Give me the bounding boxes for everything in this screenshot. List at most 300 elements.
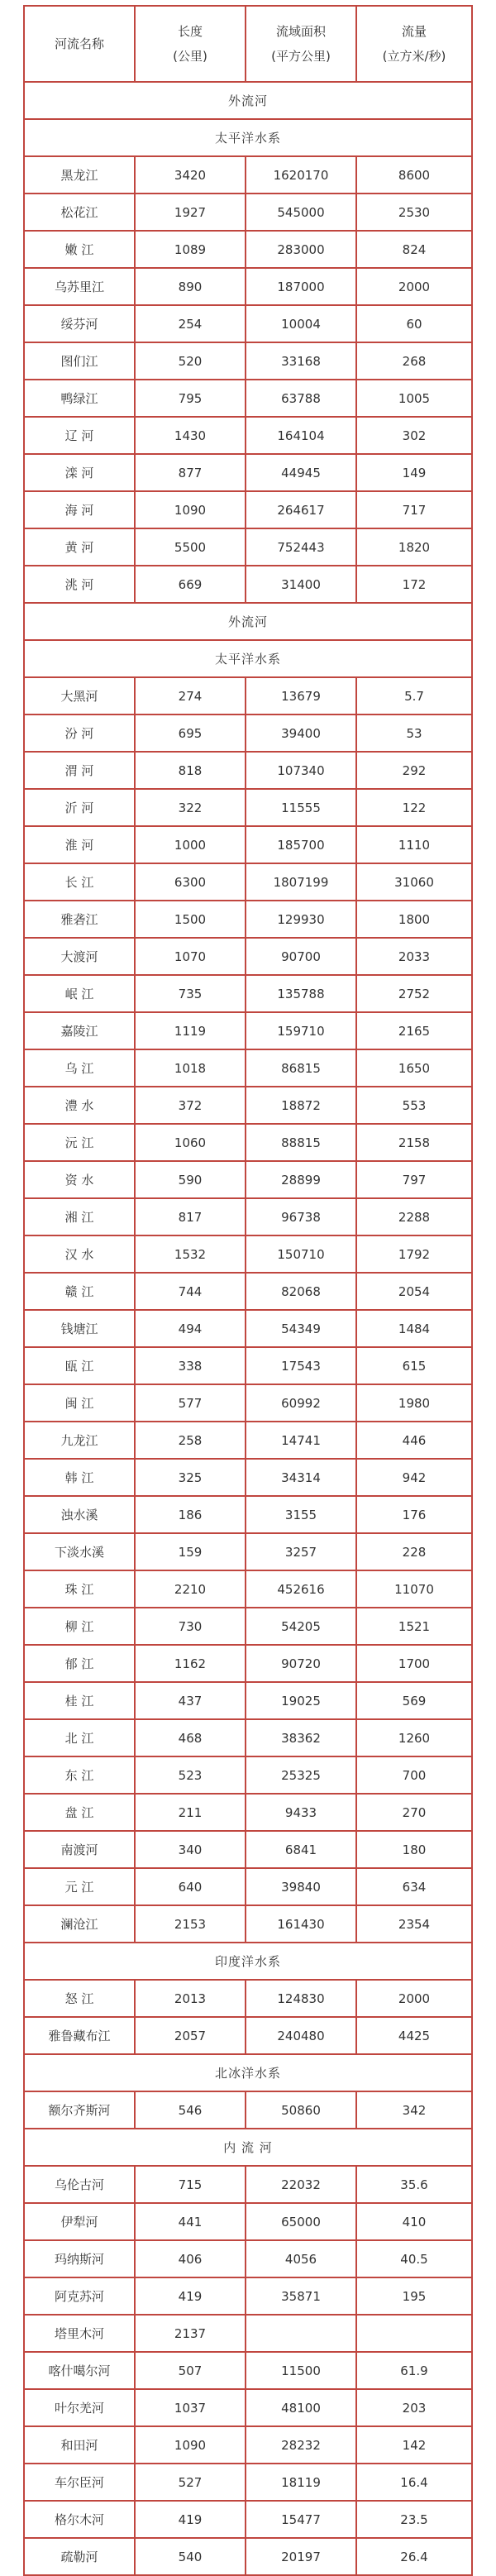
basin-area-cell: 15477 xyxy=(246,2501,356,2538)
flow-cell: 142 xyxy=(356,2426,472,2464)
river-name-cell: 闽 江 xyxy=(24,1384,135,1422)
basin-area-cell: 28232 xyxy=(246,2426,356,2464)
section-title-row xyxy=(24,603,472,640)
length-cell: 1090 xyxy=(135,491,246,528)
river-name-cell: 怒 江 xyxy=(24,1980,135,2017)
table-row xyxy=(24,2166,472,2203)
flow-cell: 569 xyxy=(356,1682,472,1719)
flow-cell: 717 xyxy=(356,491,472,528)
basin-area-cell: 90700 xyxy=(246,938,356,975)
basin-area-cell: 124830 xyxy=(246,1980,356,2017)
table-row xyxy=(24,380,472,417)
length-cell: 1060 xyxy=(135,1124,246,1161)
river-name-cell: 资 水 xyxy=(24,1161,135,1198)
flow-cell: 53 xyxy=(356,714,472,752)
flow-cell: 1260 xyxy=(356,1719,472,1756)
flow-cell: 8600 xyxy=(356,156,472,194)
table-row xyxy=(24,714,472,752)
length-cell: 2013 xyxy=(135,1980,246,2017)
table-row xyxy=(24,901,472,938)
basin-area-cell: 34314 xyxy=(246,1459,356,1496)
river-name-cell: 赣 江 xyxy=(24,1273,135,1310)
section-title-row xyxy=(24,2054,472,2091)
river-name-cell: 汉 水 xyxy=(24,1235,135,1273)
table-row xyxy=(24,417,472,454)
flow-cell: 26.4 xyxy=(356,2538,472,2575)
flow-cell: 16.4 xyxy=(356,2464,472,2501)
table-row xyxy=(24,1235,472,1273)
basin-area-cell: 752443 xyxy=(246,528,356,566)
basin-area-cell: 161430 xyxy=(246,1905,356,1943)
basin-area-cell: 86815 xyxy=(246,1049,356,1087)
section-title: 内 流 河 xyxy=(24,2129,472,2166)
basin-area-cell: 39400 xyxy=(246,714,356,752)
length-cell: 338 xyxy=(135,1347,246,1384)
table-row xyxy=(24,1645,472,1682)
table-row xyxy=(24,1831,472,1868)
flow-cell: 824 xyxy=(356,231,472,268)
flow-cell: 40.5 xyxy=(356,2240,472,2277)
length-cell: 590 xyxy=(135,1161,246,1198)
basin-area-cell: 28899 xyxy=(246,1161,356,1198)
length-cell: 1927 xyxy=(135,194,246,231)
table-row xyxy=(24,1496,472,1533)
length-cell: 3420 xyxy=(135,156,246,194)
flow-cell: 268 xyxy=(356,342,472,380)
table-row xyxy=(24,231,472,268)
table-row xyxy=(24,1124,472,1161)
basin-area-cell: 185700 xyxy=(246,826,356,863)
flow-cell: 342 xyxy=(356,2091,472,2129)
basin-area-cell: 19025 xyxy=(246,1682,356,1719)
length-cell: 1070 xyxy=(135,938,246,975)
river-name-cell: 乌苏里江 xyxy=(24,268,135,305)
flow-cell: 1005 xyxy=(356,380,472,417)
length-cell: 695 xyxy=(135,714,246,752)
basin-area-cell: 13679 xyxy=(246,677,356,714)
flow-cell: 35.6 xyxy=(356,2166,472,2203)
river-name-cell: 滦 河 xyxy=(24,454,135,491)
length-cell: 507 xyxy=(135,2352,246,2389)
length-cell: 890 xyxy=(135,268,246,305)
length-cell: 419 xyxy=(135,2501,246,2538)
length-cell: 258 xyxy=(135,1422,246,1459)
flow-cell: 2054 xyxy=(356,1273,472,1310)
river-name-cell: 喀什噶尔河 xyxy=(24,2352,135,2389)
river-name-cell: 韩 江 xyxy=(24,1459,135,1496)
flow-cell: 1700 xyxy=(356,1645,472,1682)
basin-area-cell: 31400 xyxy=(246,566,356,603)
basin-area-cell: 6841 xyxy=(246,1831,356,1868)
flow-cell: 23.5 xyxy=(356,2501,472,2538)
flow-cell: 2000 xyxy=(356,1980,472,2017)
length-cell: 159 xyxy=(135,1533,246,1570)
length-cell: 419 xyxy=(135,2277,246,2315)
table-row xyxy=(24,1347,472,1384)
length-cell: 2210 xyxy=(135,1570,246,1608)
length-cell: 1430 xyxy=(135,417,246,454)
length-cell: 211 xyxy=(135,1794,246,1831)
basin-area-cell: 545000 xyxy=(246,194,356,231)
flow-cell: 2288 xyxy=(356,1198,472,1235)
flow-cell: 2000 xyxy=(356,268,472,305)
length-cell: 1119 xyxy=(135,1012,246,1049)
table-row xyxy=(24,789,472,826)
river-name-cell: 大渡河 xyxy=(24,938,135,975)
table-row xyxy=(24,454,472,491)
river-name-cell: 辽 河 xyxy=(24,417,135,454)
table-row xyxy=(24,1422,472,1459)
length-cell: 730 xyxy=(135,1608,246,1645)
river-name-cell: 海 河 xyxy=(24,491,135,528)
length-cell: 577 xyxy=(135,1384,246,1422)
section-title-row xyxy=(24,1943,472,1980)
basin-area-cell: 38362 xyxy=(246,1719,356,1756)
river-name-cell: 澜沧江 xyxy=(24,1905,135,1943)
header-length: 长度 (公里) xyxy=(135,6,246,82)
basin-area-cell: 63788 xyxy=(246,380,356,417)
flow-cell: 2354 xyxy=(356,1905,472,1943)
flow-cell: 1650 xyxy=(356,1049,472,1087)
basin-area-cell: 11500 xyxy=(246,2352,356,2389)
flow-cell: 302 xyxy=(356,417,472,454)
length-cell: 1000 xyxy=(135,826,246,863)
table-row xyxy=(24,491,472,528)
flow-cell: 270 xyxy=(356,1794,472,1831)
river-name-cell: 淮 河 xyxy=(24,826,135,863)
flow-cell: 5.7 xyxy=(356,677,472,714)
flow-cell: 180 xyxy=(356,1831,472,1868)
flow-cell: 203 xyxy=(356,2389,472,2426)
flow-cell: 700 xyxy=(356,1756,472,1794)
flow-cell: 553 xyxy=(356,1087,472,1124)
table-row xyxy=(24,156,472,194)
river-name-cell: 渭 河 xyxy=(24,752,135,789)
basin-area-cell: 39840 xyxy=(246,1868,356,1905)
table-row xyxy=(24,1049,472,1087)
basin-area-cell: 150710 xyxy=(246,1235,356,1273)
flow-cell: 228 xyxy=(356,1533,472,1570)
length-cell: 2137 xyxy=(135,2315,246,2352)
flow-cell: 122 xyxy=(356,789,472,826)
basin-area-cell: 33168 xyxy=(246,342,356,380)
river-data-table xyxy=(23,5,473,2576)
table-row xyxy=(24,268,472,305)
basin-area-cell: 90720 xyxy=(246,1645,356,1682)
river-name-cell: 钱塘江 xyxy=(24,1310,135,1347)
length-cell: 322 xyxy=(135,789,246,826)
length-cell: 1037 xyxy=(135,2389,246,2426)
table-row xyxy=(24,2315,472,2352)
table-row xyxy=(24,194,472,231)
river-name-cell: 沂 河 xyxy=(24,789,135,826)
basin-area-cell: 54349 xyxy=(246,1310,356,1347)
length-cell: 372 xyxy=(135,1087,246,1124)
table-row xyxy=(24,1384,472,1422)
table-row xyxy=(24,342,472,380)
length-cell: 340 xyxy=(135,1831,246,1868)
section-title-row xyxy=(24,2129,472,2166)
length-cell: 1089 xyxy=(135,231,246,268)
basin-area-cell: 10004 xyxy=(246,305,356,342)
flow-cell: 2530 xyxy=(356,194,472,231)
length-cell: 437 xyxy=(135,1682,246,1719)
table-row xyxy=(24,2240,472,2277)
river-name-cell: 乌伦古河 xyxy=(24,2166,135,2203)
river-name-cell: 洮 河 xyxy=(24,566,135,603)
section-title: 外流河 xyxy=(24,603,472,640)
table-row xyxy=(24,2501,472,2538)
river-name-cell: 嫩 江 xyxy=(24,231,135,268)
length-cell: 254 xyxy=(135,305,246,342)
table-row xyxy=(24,1756,472,1794)
river-name-cell: 塔里木河 xyxy=(24,2315,135,2352)
river-name-cell: 珠 江 xyxy=(24,1570,135,1608)
river-name-cell: 澧 水 xyxy=(24,1087,135,1124)
table-row xyxy=(24,1012,472,1049)
table-row xyxy=(24,1273,472,1310)
river-name-cell: 乌 江 xyxy=(24,1049,135,1087)
section-title: 印度洋水系 xyxy=(24,1943,472,1980)
table-row xyxy=(24,1533,472,1570)
basin-area-cell: 283000 xyxy=(246,231,356,268)
length-cell: 669 xyxy=(135,566,246,603)
flow-cell: 634 xyxy=(356,1868,472,1905)
table-row xyxy=(24,2352,472,2389)
basin-area-cell xyxy=(246,2315,356,2352)
length-cell: 795 xyxy=(135,380,246,417)
flow-cell: 1484 xyxy=(356,1310,472,1347)
flow-cell: 1800 xyxy=(356,901,472,938)
length-cell: 325 xyxy=(135,1459,246,1496)
river-name-cell: 瓯 江 xyxy=(24,1347,135,1384)
table-row xyxy=(24,1161,472,1198)
basin-area-cell: 187000 xyxy=(246,268,356,305)
length-cell: 735 xyxy=(135,975,246,1012)
length-cell: 468 xyxy=(135,1719,246,1756)
river-name-cell: 和田河 xyxy=(24,2426,135,2464)
basin-area-cell: 135788 xyxy=(246,975,356,1012)
length-cell: 406 xyxy=(135,2240,246,2277)
basin-area-cell: 96738 xyxy=(246,1198,356,1235)
river-name-cell: 长 江 xyxy=(24,863,135,901)
river-name-cell: 元 江 xyxy=(24,1868,135,1905)
length-cell: 2057 xyxy=(135,2017,246,2054)
river-name-cell: 阿克苏河 xyxy=(24,2277,135,2315)
basin-area-cell: 452616 xyxy=(246,1570,356,1608)
length-cell: 744 xyxy=(135,1273,246,1310)
river-name-cell: 雅鲁藏布江 xyxy=(24,2017,135,2054)
section-title: 太平洋水系 xyxy=(24,119,472,156)
river-name-cell: 格尔木河 xyxy=(24,2501,135,2538)
river-name-cell: 黄 河 xyxy=(24,528,135,566)
basin-area-cell: 82068 xyxy=(246,1273,356,1310)
basin-area-cell: 25325 xyxy=(246,1756,356,1794)
river-name-cell: 南渡河 xyxy=(24,1831,135,1868)
section-title: 北冰洋水系 xyxy=(24,2054,472,2091)
flow-cell: 60 xyxy=(356,305,472,342)
table-row xyxy=(24,863,472,901)
table-row xyxy=(24,938,472,975)
basin-area-cell: 20197 xyxy=(246,2538,356,2575)
basin-area-cell: 14741 xyxy=(246,1422,356,1459)
river-name-cell: 松花江 xyxy=(24,194,135,231)
table-row xyxy=(24,2091,472,2129)
flow-cell: 195 xyxy=(356,2277,472,2315)
flow-cell: 172 xyxy=(356,566,472,603)
table-row xyxy=(24,752,472,789)
length-cell: 5500 xyxy=(135,528,246,566)
basin-area-cell: 240480 xyxy=(246,2017,356,2054)
table-row xyxy=(24,2464,472,2501)
basin-area-cell: 50860 xyxy=(246,2091,356,2129)
flow-cell: 4425 xyxy=(356,2017,472,2054)
flow-cell: 1792 xyxy=(356,1235,472,1273)
basin-area-cell: 159710 xyxy=(246,1012,356,1049)
river-name-cell: 北 江 xyxy=(24,1719,135,1756)
basin-area-cell: 1807199 xyxy=(246,863,356,901)
table-row xyxy=(24,2277,472,2315)
table-row xyxy=(24,826,472,863)
table-row xyxy=(24,1980,472,2017)
length-cell: 1090 xyxy=(135,2426,246,2464)
basin-area-cell: 11555 xyxy=(246,789,356,826)
flow-cell: 149 xyxy=(356,454,472,491)
header-row xyxy=(24,6,472,82)
basin-area-cell: 44945 xyxy=(246,454,356,491)
table-row xyxy=(24,1087,472,1124)
basin-area-cell: 3257 xyxy=(246,1533,356,1570)
table-row xyxy=(24,1682,472,1719)
flow-cell: 615 xyxy=(356,1347,472,1384)
table-row xyxy=(24,2203,472,2240)
flow-cell: 1521 xyxy=(356,1608,472,1645)
length-cell: 540 xyxy=(135,2538,246,2575)
flow-cell: 446 xyxy=(356,1422,472,1459)
river-name-cell: 黑龙江 xyxy=(24,156,135,194)
river-name-cell: 额尔齐斯河 xyxy=(24,2091,135,2129)
section-title: 外流河 xyxy=(24,82,472,119)
basin-area-cell: 1620170 xyxy=(246,156,356,194)
header-basin-area: 流域面积 (平方公里) xyxy=(246,6,356,82)
basin-area-cell: 107340 xyxy=(246,752,356,789)
flow-cell xyxy=(356,2315,472,2352)
basin-area-cell: 48100 xyxy=(246,2389,356,2426)
length-cell: 6300 xyxy=(135,863,246,901)
river-name-cell: 雅砻江 xyxy=(24,901,135,938)
table-row xyxy=(24,305,472,342)
length-cell: 494 xyxy=(135,1310,246,1347)
basin-area-cell: 129930 xyxy=(246,901,356,938)
basin-area-cell: 18872 xyxy=(246,1087,356,1124)
river-name-cell: 伊犁河 xyxy=(24,2203,135,2240)
flow-cell: 176 xyxy=(356,1496,472,1533)
flow-cell: 11070 xyxy=(356,1570,472,1608)
length-cell: 520 xyxy=(135,342,246,380)
river-name-cell: 绥芬河 xyxy=(24,305,135,342)
flow-cell: 942 xyxy=(356,1459,472,1496)
length-cell: 186 xyxy=(135,1496,246,1533)
river-name-cell: 浊水溪 xyxy=(24,1496,135,1533)
flow-cell: 31060 xyxy=(356,863,472,901)
length-cell: 523 xyxy=(135,1756,246,1794)
table-row xyxy=(24,975,472,1012)
header-river-name: 河流名称 xyxy=(24,6,135,82)
flow-cell: 61.9 xyxy=(356,2352,472,2389)
river-name-cell: 汾 河 xyxy=(24,714,135,752)
table-row xyxy=(24,1794,472,1831)
river-name-cell: 疏勒河 xyxy=(24,2538,135,2575)
flow-cell: 797 xyxy=(356,1161,472,1198)
length-cell: 1162 xyxy=(135,1645,246,1682)
table-row xyxy=(24,2426,472,2464)
river-name-cell: 柳 江 xyxy=(24,1608,135,1645)
length-cell: 640 xyxy=(135,1868,246,1905)
table-row xyxy=(24,1198,472,1235)
table-row xyxy=(24,528,472,566)
table-row xyxy=(24,2538,472,2575)
river-name-cell: 大黑河 xyxy=(24,677,135,714)
length-cell: 2153 xyxy=(135,1905,246,1943)
basin-area-cell: 65000 xyxy=(246,2203,356,2240)
flow-cell: 292 xyxy=(356,752,472,789)
basin-area-cell: 18119 xyxy=(246,2464,356,2501)
section-title-row xyxy=(24,119,472,156)
river-name-cell: 下淡水溪 xyxy=(24,1533,135,1570)
table-row xyxy=(24,1310,472,1347)
river-name-cell: 鸭绿江 xyxy=(24,380,135,417)
river-name-cell: 图们江 xyxy=(24,342,135,380)
flow-cell: 2752 xyxy=(356,975,472,1012)
table-row xyxy=(24,677,472,714)
basin-area-cell: 4056 xyxy=(246,2240,356,2277)
basin-area-cell: 54205 xyxy=(246,1608,356,1645)
length-cell: 274 xyxy=(135,677,246,714)
flow-cell: 410 xyxy=(356,2203,472,2240)
table-row xyxy=(24,1905,472,1943)
basin-area-cell: 3155 xyxy=(246,1496,356,1533)
flow-cell: 1110 xyxy=(356,826,472,863)
river-data-table-container xyxy=(23,5,471,2576)
basin-area-cell: 264617 xyxy=(246,491,356,528)
table-row xyxy=(24,1868,472,1905)
table-body xyxy=(24,6,472,2575)
basin-area-cell: 164104 xyxy=(246,417,356,454)
flow-cell: 2033 xyxy=(356,938,472,975)
flow-cell: 1820 xyxy=(356,528,472,566)
length-cell: 441 xyxy=(135,2203,246,2240)
header-flow: 流量 (立方米/秒) xyxy=(356,6,472,82)
basin-area-cell: 88815 xyxy=(246,1124,356,1161)
river-name-cell: 东 江 xyxy=(24,1756,135,1794)
section-title-row xyxy=(24,640,472,677)
length-cell: 817 xyxy=(135,1198,246,1235)
length-cell: 1532 xyxy=(135,1235,246,1273)
river-name-cell: 湘 江 xyxy=(24,1198,135,1235)
basin-area-cell: 22032 xyxy=(246,2166,356,2203)
section-title-row xyxy=(24,82,472,119)
length-cell: 1500 xyxy=(135,901,246,938)
basin-area-cell: 35871 xyxy=(246,2277,356,2315)
river-name-cell: 车尔臣河 xyxy=(24,2464,135,2501)
length-cell: 527 xyxy=(135,2464,246,2501)
river-name-cell: 沅 江 xyxy=(24,1124,135,1161)
length-cell: 818 xyxy=(135,752,246,789)
table-row xyxy=(24,2017,472,2054)
river-name-cell: 岷 江 xyxy=(24,975,135,1012)
river-name-cell: 桂 江 xyxy=(24,1682,135,1719)
river-name-cell: 嘉陵江 xyxy=(24,1012,135,1049)
